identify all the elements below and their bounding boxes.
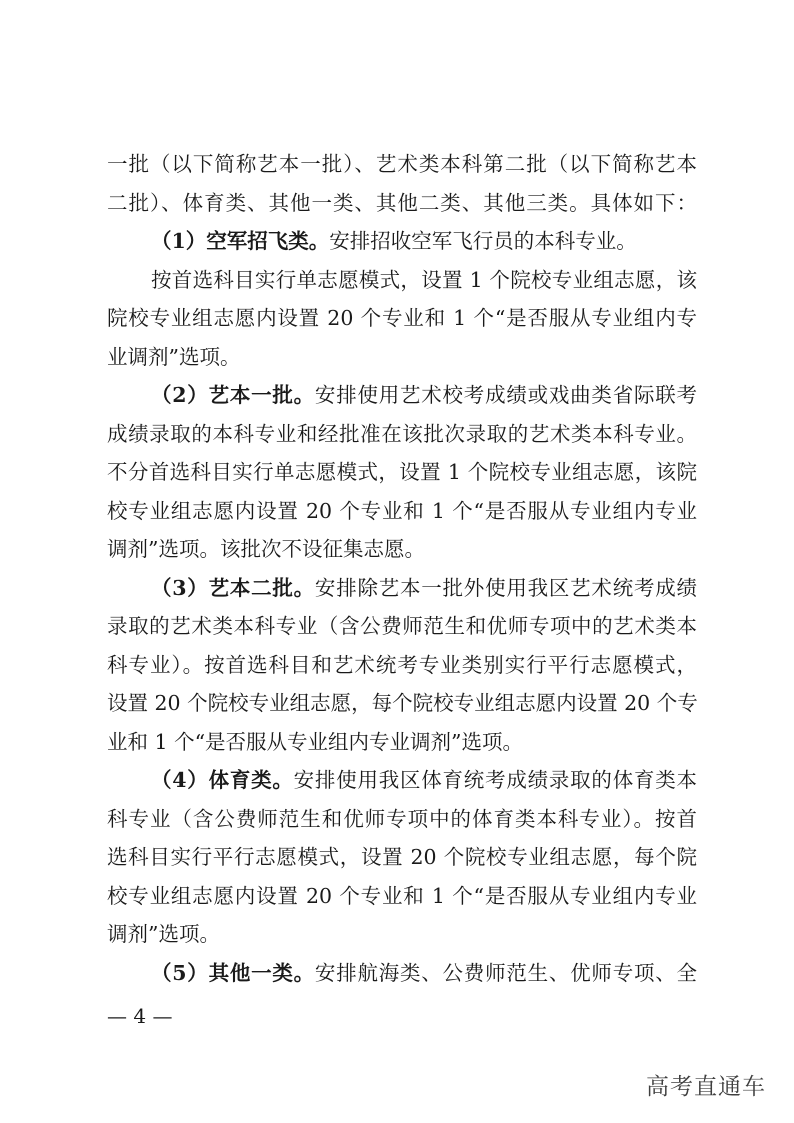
line-text: 安排使用我区体育统考成绩录取的体育类本 bbox=[293, 768, 698, 792]
watermark-label: 高考直通车 bbox=[646, 1074, 766, 1100]
line-text: 安排航海类、公费师范生、优师专项、全 bbox=[314, 960, 698, 985]
section-heading: （2）艺本一批。 bbox=[151, 383, 315, 407]
body-line bbox=[107, 684, 697, 723]
line-text: 校专业组志愿内设置 20 个专业和 1 个“是否服从专业组内专业 bbox=[107, 883, 697, 908]
line-text: 不分首选科目实行单志愿模式，设置 1 个院校专业组志愿，该院 bbox=[107, 460, 697, 484]
body-line bbox=[107, 723, 697, 762]
body-line bbox=[107, 915, 697, 954]
line-text: 安排除艺本一批外使用我区艺术统考成绩 bbox=[314, 575, 698, 600]
body-line bbox=[107, 800, 697, 839]
line-text: 录取的艺术类本科专业（含公费师范生和优师专项中的艺术类本 bbox=[107, 614, 697, 638]
body-line bbox=[107, 492, 697, 531]
line-text: 一批（以下简称艺本一批）、艺术类本科第二批（以下简称艺本 bbox=[107, 152, 697, 176]
line-text: 二批）、体育类、其他一类、其他二类、其他三类。具体如下： bbox=[107, 190, 697, 215]
section-heading: （4）体育类。 bbox=[151, 768, 294, 792]
body-line bbox=[107, 646, 697, 685]
line-text: 业调剂”选项。 bbox=[107, 344, 241, 369]
section-heading: （1）空军招飞类。 bbox=[151, 229, 330, 253]
line-text: 业和 1 个“是否服从专业组内专业调剂”选项。 bbox=[107, 729, 524, 754]
line-text: 院校专业组志愿内设置 20 个专业和 1 个“是否服从专业组内专 bbox=[107, 306, 697, 330]
line-text: 安排使用艺术校考成绩或戏曲类省际联考 bbox=[314, 383, 698, 407]
section-heading-line bbox=[107, 376, 697, 415]
line-text: 成绩录取的本科专业和经批准在该批次录取的艺术类本科专业。 bbox=[107, 421, 697, 446]
section-heading-line bbox=[107, 761, 697, 800]
body-line bbox=[107, 877, 697, 916]
line-text: 校专业组志愿内设置 20 个专业和 1 个“是否服从专业组内专业 bbox=[107, 498, 697, 523]
section-heading-line bbox=[107, 569, 697, 608]
body-line bbox=[107, 415, 697, 454]
body-line bbox=[107, 838, 697, 877]
page-number: — 4 — bbox=[107, 1004, 173, 1028]
document-body bbox=[107, 145, 697, 992]
body-line bbox=[107, 338, 697, 377]
line-text: 调剂”选项。该批次不设征集志愿。 bbox=[107, 537, 425, 561]
section-heading-line bbox=[107, 954, 697, 993]
body-line bbox=[107, 607, 697, 646]
section-heading-line bbox=[107, 222, 697, 261]
line-text: 科专业）。按首选科目和艺术统考专业类别实行平行志愿模式， bbox=[107, 652, 697, 677]
body-line bbox=[107, 299, 697, 338]
body-line bbox=[107, 261, 697, 300]
section-heading: （3）艺本二批。 bbox=[151, 575, 315, 600]
section-heading: （5）其他一类。 bbox=[151, 960, 315, 985]
body-line bbox=[107, 453, 697, 492]
body-line bbox=[107, 145, 697, 184]
line-text: 选科目实行平行志愿模式，设置 20 个院校专业组志愿，每个院 bbox=[107, 845, 697, 869]
line-text: 按首选科目实行单志愿模式，设置 1 个院校专业组志愿，该 bbox=[151, 267, 697, 292]
line-text: 安排招收空军飞行员的本科专业。 bbox=[329, 229, 637, 253]
body-line bbox=[107, 530, 697, 569]
line-text: 设置 20 个院校专业组志愿，每个院校专业组志愿内设置 20 个专 bbox=[107, 691, 698, 715]
line-text: 调剂”选项。 bbox=[107, 922, 220, 946]
body-line bbox=[107, 184, 697, 223]
line-text: 科专业（含公费师范生和优师专项中的体育类本科专业）。按首 bbox=[107, 806, 697, 831]
